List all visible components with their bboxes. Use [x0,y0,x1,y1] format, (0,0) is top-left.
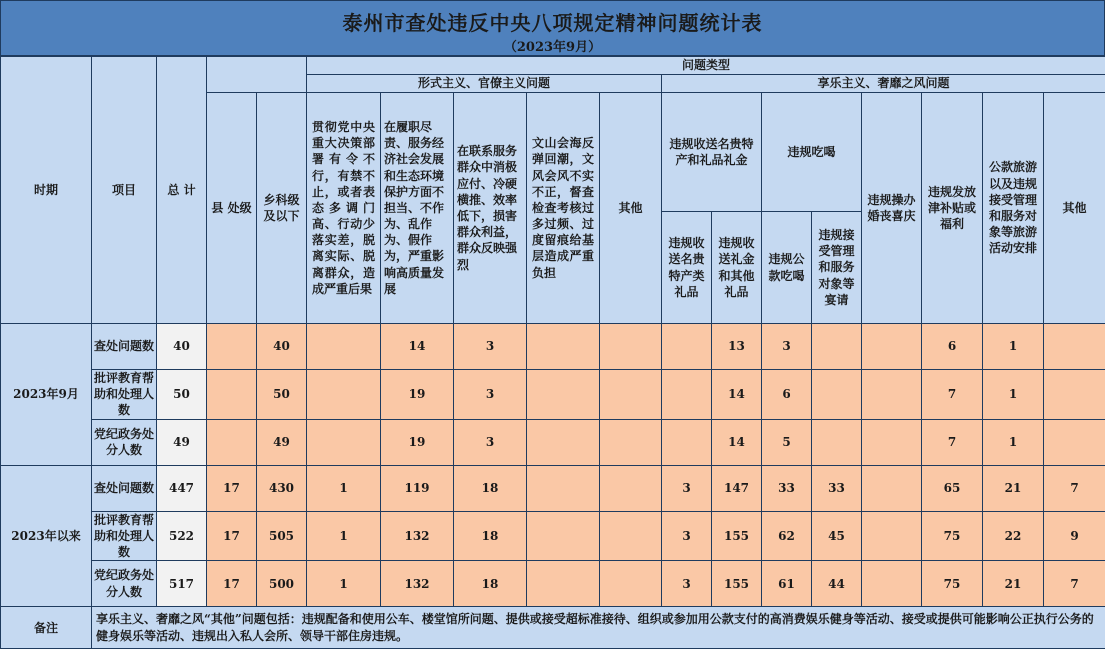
value-cell: 1 [307,561,381,607]
value-cell [1044,324,1105,370]
table-row [1,465,1105,511]
value-cell: 17 [207,511,257,561]
header-total: 总 计 [157,57,207,324]
value-cell: 18 [454,511,527,561]
value-cell: 33 [762,465,812,511]
value-cell: 40 [257,324,307,370]
header-formalism-col-4: 文山会海反弹回潮，文风会风不实不正，督查检查考核过多过频、过度留痕给基层造成严重负担 [527,93,600,324]
row-item-label: 党纪政务处分人数 [92,419,157,465]
value-cell: 155 [712,561,762,607]
table-row [1,324,1105,370]
value-cell: 500 [257,561,307,607]
row-item-label: 党纪政务处分人数 [92,561,157,607]
value-cell [1044,370,1105,420]
header-formalism-col-2: 在履职尽责、服务经济社会发展和生态环境保护方面不担当、不作为、乱作为、假作为，严重影响高质量发展 [381,93,454,324]
value-cell [862,324,922,370]
value-cell: 1 [983,370,1044,420]
value-cell: 49 [257,419,307,465]
header-other: 其他 [1044,93,1105,324]
header-formalism-col-1: 贯彻党中央重大决策部署有令不行，有禁不止，或者表态多调门高、行动少落实差，脱离实际、脱离群众，造成严重后果 [307,93,381,324]
value-cell [527,370,600,420]
value-cell [812,370,862,420]
total-cell: 447 [157,465,207,511]
value-cell: 65 [922,465,983,511]
table-row [1,511,1105,561]
header-formalism-col-5: 其他 [600,93,662,324]
row-item-label: 查处问题数 [92,324,157,370]
value-cell [662,370,712,420]
value-cell: 147 [712,465,762,511]
value-cell: 505 [257,511,307,561]
value-cell [862,465,922,511]
value-cell: 14 [712,370,762,420]
value-cell: 21 [983,465,1044,511]
table-subtitle: （2023年9月） [1,36,1104,55]
value-cell: 75 [922,561,983,607]
period-label: 2023年以来 [1,465,92,607]
value-cell: 19 [381,419,454,465]
value-cell: 61 [762,561,812,607]
value-cell: 6 [922,324,983,370]
value-cell: 3 [662,465,712,511]
value-cell [207,419,257,465]
value-cell: 1 [983,419,1044,465]
header-formalism-col-3: 在联系服务群众中消极应付、冷硬横推、效率低下，损害群众利益，群众反映强烈 [454,93,527,324]
value-cell: 33 [812,465,862,511]
value-cell: 6 [762,370,812,420]
value-cell: 132 [381,561,454,607]
value-cell [662,419,712,465]
value-cell: 50 [257,370,307,420]
header-township-level: 乡科级及以下 [257,93,307,324]
total-cell: 522 [157,511,207,561]
value-cell [307,419,381,465]
value-cell [600,324,662,370]
value-cell [307,370,381,420]
row-item-label: 查处问题数 [92,465,157,511]
value-cell: 155 [712,511,762,561]
header-period: 时期 [1,57,92,324]
value-cell: 119 [381,465,454,511]
table-row [1,419,1105,465]
value-cell [207,324,257,370]
value-cell: 62 [762,511,812,561]
total-cell: 50 [157,370,207,420]
value-cell [600,370,662,420]
value-cell: 132 [381,511,454,561]
value-cell [600,511,662,561]
value-cell: 3 [454,324,527,370]
value-cell [527,561,600,607]
value-cell: 13 [712,324,762,370]
footer-note: 享乐主义、奢靡之风“其他”问题包括：违规配备和使用公车、楼堂馆所问题、提供或接受超标准接待、组织或参加用公款支付的高消费娱乐健身等活动、接受或提供可能影响公正执行公务的健身娱乐等活动、违规出入私人会所、领导干部住房违规。 [92,607,1105,649]
header-allowance: 违规发放津补贴或福利 [922,93,983,324]
value-cell: 7 [922,370,983,420]
value-cell: 3 [454,370,527,420]
table-row [1,561,1105,607]
header-county-level: 县 处级 [207,93,257,324]
value-cell [600,561,662,607]
row-item-label: 批评教育帮助和处理人数 [92,370,157,420]
value-cell [207,370,257,420]
value-cell: 18 [454,561,527,607]
total-cell: 517 [157,561,207,607]
value-cell [662,324,712,370]
header-gift-group: 违规收送名贵特产和礼品礼金 [662,93,762,212]
footer-label: 备注 [1,607,92,649]
value-cell: 75 [922,511,983,561]
value-cell [307,324,381,370]
header-formalism-group: 形式主义、官僚主义问题 [307,75,662,93]
value-cell [862,511,922,561]
value-cell: 22 [983,511,1044,561]
value-cell [812,419,862,465]
value-cell: 44 [812,561,862,607]
header-eat-sub-2: 违规接受管理和服务对象等宴请 [812,212,862,324]
header-travel: 公款旅游以及违规接受管理和服务对象等旅游活动安排 [983,93,1044,324]
header-blank [207,57,307,93]
header-gift-sub-2: 违规收送礼金和其他礼品 [712,212,762,324]
value-cell: 1 [307,511,381,561]
value-cell [862,370,922,420]
value-cell [862,419,922,465]
value-cell: 1 [983,324,1044,370]
row-item-label: 批评教育帮助和处理人数 [92,511,157,561]
value-cell: 14 [712,419,762,465]
value-cell: 430 [257,465,307,511]
value-cell [862,561,922,607]
value-cell [812,324,862,370]
header-problem-type: 问题类型 [307,57,1105,75]
value-cell: 3 [662,511,712,561]
value-cell: 7 [922,419,983,465]
value-cell [600,419,662,465]
total-cell: 40 [157,324,207,370]
value-cell: 14 [381,324,454,370]
value-cell [600,465,662,511]
table-title: 泰州市查处违反中央八项规定精神问题统计表 [1,7,1104,36]
value-cell [527,324,600,370]
value-cell: 9 [1044,511,1105,561]
value-cell: 45 [812,511,862,561]
value-cell: 7 [1044,561,1105,607]
header-wedding: 违规操办婚丧喜庆 [862,93,922,324]
value-cell: 19 [381,370,454,420]
value-cell: 21 [983,561,1044,607]
value-cell [527,511,600,561]
value-cell: 17 [207,465,257,511]
value-cell: 3 [454,419,527,465]
header-item: 项目 [92,57,157,324]
value-cell: 5 [762,419,812,465]
statistics-table [0,56,1105,649]
value-cell: 7 [1044,465,1105,511]
period-label: 2023年9月 [1,324,92,466]
header-eat-sub-1: 违规公款吃喝 [762,212,812,324]
value-cell: 18 [454,465,527,511]
table-row [1,370,1105,420]
value-cell: 3 [662,561,712,607]
title-bar [0,0,1105,56]
header-eat-group: 违规吃喝 [762,93,862,212]
value-cell: 3 [762,324,812,370]
total-cell: 49 [157,419,207,465]
value-cell [527,419,600,465]
value-cell [1044,419,1105,465]
value-cell: 1 [307,465,381,511]
header-gift-sub-1: 违规收送名贵特产类礼品 [662,212,712,324]
value-cell [527,465,600,511]
value-cell: 17 [207,561,257,607]
header-hedonism-group: 享乐主义、奢靡之风问题 [662,75,1105,93]
